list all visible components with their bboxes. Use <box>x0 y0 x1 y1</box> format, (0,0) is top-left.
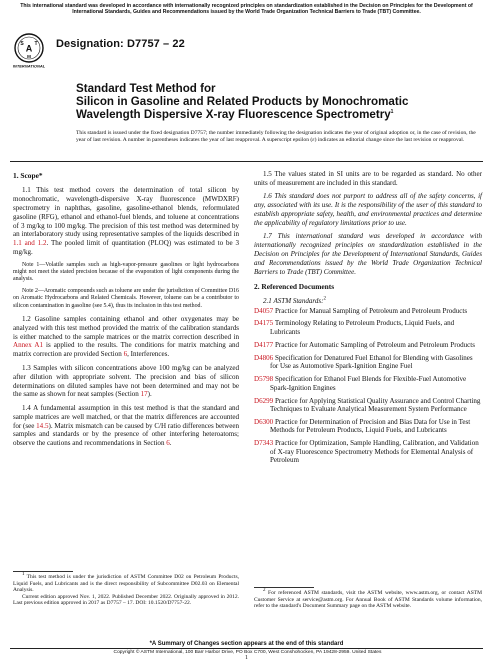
svg-text:A: A <box>25 43 33 54</box>
reference-title: Practice for Determination of Precision and Bias Data for Use in Test Methods for Petroleum Products, Liquid Fuels, and Lubricants <box>270 417 471 435</box>
title-line-2: Silicon in Gasoline and Related Products by Monochromatic <box>76 95 409 108</box>
referenced-documents-heading: 2. Referenced Documents <box>254 281 335 291</box>
reference-item <box>254 341 482 350</box>
svg-text:S: S <box>20 41 24 47</box>
reference-title: Practice for Optimization, Sample Handling, Calibration, and Validation of X-ray Fluorescence Spectrometry Methods for Elemental Analysis of Petroleum <box>270 439 479 465</box>
para-1-4: 1.4 A fundamental assumption in this test method is that the standard and sample matrices are well matched, or that the matrix differences are accounted for (see 14.5). Matrix mismatch can be caused by C/H ratio differences between samples and standards or by the presence of other interfering heteroatoms; observe the cautions and recommendations in Section 6. <box>13 403 239 448</box>
footer-divider <box>10 648 483 649</box>
footnote-1: 1 This test method is under the jurisdiction of ASTM Committee D02 on Petroleum Products, Liquid Fuels, and Lubricants and is the direct responsibility of Subcommittee D02.03 on Elemental Analysis. Current edition approved Nov. 1, 2022. Published December 2022. Originally approved in 2012. Last previous edition approved in 2017 as D7757 – 17. DOI: 10.1520/D7757-22. <box>13 572 239 607</box>
link-14-5[interactable]: 14.5 <box>36 421 49 430</box>
reference-title: Practice for Applying Statistical Quality Assurance and Control Charting Techniques to Evaluate Analytical Measurement System Performance <box>270 396 481 414</box>
reference-code-link[interactable]: D4175 <box>254 319 274 328</box>
page-number: 1 <box>245 655 248 661</box>
reference-item <box>254 375 482 392</box>
reference-code-link[interactable]: D5798 <box>254 375 274 384</box>
reference-title: Specification for Denatured Fuel Ethanol for Blending with Gasolines for Use as Automotive Spark-Ignition Engine Fuel <box>270 353 473 371</box>
reference-code-link[interactable]: D6299 <box>254 396 274 405</box>
title-footnote-mark: 1 <box>390 109 394 116</box>
header-divider <box>10 161 483 162</box>
reference-code-link[interactable]: D4177 <box>254 340 274 349</box>
para-1-7: 1.7 This international standard was developed in accordance with internationally recognized principles on standardization established in the Decision on Principles for the Development of International Standards, Guides and Recommendations issued by the World Trade Organization Technical Barriers to Trade (TBT) Committee. <box>254 232 482 276</box>
para-1-6: 1.6 This standard does not purport to address all of the safety concerns, if any, associated with its use. It is the responsibility of the user of this standard to establish appropriate safety, health, and environmental practices and determine the applicability of regulatory limitations prior to use. <box>254 192 482 227</box>
copyright-line: Copyright © ASTM International, 100 Barr Harbor Drive, PO Box C700, West Conshohocken, PA 19428-2959. United States <box>113 650 382 655</box>
top-notice: This international standard was developed in accordance with internationally recognized principles on standardization established in the Decision on Principles for the Development of International Standards, Guides and Recommendations issued by the World Trade Organization Technical Barriers to Trade (TBT) Committee. <box>20 3 473 16</box>
astm-standards-subheading: 2.1 ASTM Standards:$^2$ <box>263 296 326 305</box>
note-2: Note 2—Aromatic compounds such as toluene are under the jurisdiction of Committee D16 on Aromatic Hydrocarbons and Related Chemicals. However, toluene can be a contributor to silicon contamination in gasoline (see 5.4), thus its inclusion in this test method. <box>13 288 239 309</box>
reference-item <box>254 319 482 336</box>
logo-text: INTERNATIONAL <box>12 63 46 69</box>
reference-item <box>254 418 482 435</box>
svg-text:M: M <box>27 54 31 59</box>
reference-title: Practice for Manual Sampling of Petroleum and Petroleum Products <box>273 306 468 315</box>
link-section-6b[interactable]: 6 <box>166 439 170 448</box>
reference-code-link[interactable]: D6300 <box>254 417 274 426</box>
title-block <box>76 82 488 122</box>
reference-code-link[interactable]: D4057 <box>254 306 274 315</box>
designation-label: Designation: D7757 – 22 <box>56 38 185 50</box>
link-section-6[interactable]: 6 <box>123 350 128 359</box>
scope-heading: 1. Scope* <box>13 171 43 180</box>
footnote-2: 2 For referenced ASTM standards, visit the ASTM website, www.astm.org, or contact ASTM Customer Service at service@astm.org. For Annual Book of ASTM Standards volume information, refer to the standard's Document Summary page on the ASTM website. <box>254 588 483 610</box>
svg-text:T: T <box>34 41 38 47</box>
astm-logo-icon <box>10 31 48 69</box>
issue-note: This standard is issued under the fixed designation D7757; the number immediately following the designation indicates the year of original adoption or, in the case of revision, the year of last revision. A number in parentheses indicates the year of last reapproval. A superscript epsilon (ε) indicates an editorial change since the last revision or reapproval. <box>76 130 476 143</box>
para-1-2: 1.2 Gasoline samples containing ethanol and other oxygenates may be analyzed with this test method provided the matrix of the calibration standards is either matched to the sample matrices or the matrix correction described in Annex A1 is applied to the results. The conditions for matrix matching and matrix correction are provided Section 6, Interferences. <box>13 314 239 359</box>
summary-of-changes-note: *A Summary of Changes section appears at the end of this standard <box>149 641 344 647</box>
link-1-1-and-1-2[interactable]: 1.1 and 1.2 <box>13 239 47 248</box>
link-section-17[interactable]: 17 <box>140 390 148 399</box>
para-1-5: 1.5 The values stated in SI units are to be regarded as standard. No other units of measurement are included in this standard. <box>254 170 482 187</box>
reference-item <box>254 307 482 316</box>
left-column <box>13 166 239 453</box>
reference-item <box>254 354 482 371</box>
reference-code-link[interactable]: D7343 <box>254 439 274 448</box>
title-line-1: Standard Test Method for <box>76 82 216 95</box>
note-1: Note 1—Volatile samples such as high-vapor-pressure gasolines or light hydrocarbons might not meet the stated precision because of the evaporation of light components during the analysis. <box>13 261 239 282</box>
right-column <box>254 170 482 469</box>
reference-item <box>254 397 482 414</box>
reference-list <box>254 307 482 465</box>
para-1-1: 1.1 This test method covers the determination of total silicon by monochromatic, wavelength-dispersive X-ray fluorescence (MWDXRF) spectrometry in naphthas, gasoline, gasoline-ethanol blends, reformulated gasoline (RFG), ethanol and ethanol-fuel blends, and toluene at concentrations of 3 mg/kg to 100 mg/kg. The precision of this test method was determined by an interlaboratory study using representative samples of the liquids described in 1.1 and 1.2. The pooled limit of quantitation (PLOQ) was estimated to be 3 mg/kg. <box>13 185 239 257</box>
reference-title: Practice for Automatic Sampling of Petroleum and Petroleum Products <box>273 340 475 349</box>
title-line-3: Wavelength Dispersive X-ray Fluorescence Spectrometry$^1$ <box>76 108 394 122</box>
para-1-3: 1.3 Samples with silicon concentrations above 100 mg/kg can be analyzed after dilution with appropriate solvent. The precision and bias of silicon determinations on diluted samples have not been determined and may not be the same as shown for neat samples (Section 17). <box>13 363 239 399</box>
reference-title: Specification for Ethanol Fuel Blends for Flexible-Fuel Automotive Spark-Ignition Engines <box>270 375 467 392</box>
reference-code-link[interactable]: D4806 <box>254 353 274 362</box>
link-annex-a1[interactable]: Annex A1 <box>13 341 44 350</box>
reference-item <box>254 439 482 465</box>
reference-title: Terminology Relating to Petroleum Products, Liquid Fuels, and Lubricants <box>270 319 455 336</box>
